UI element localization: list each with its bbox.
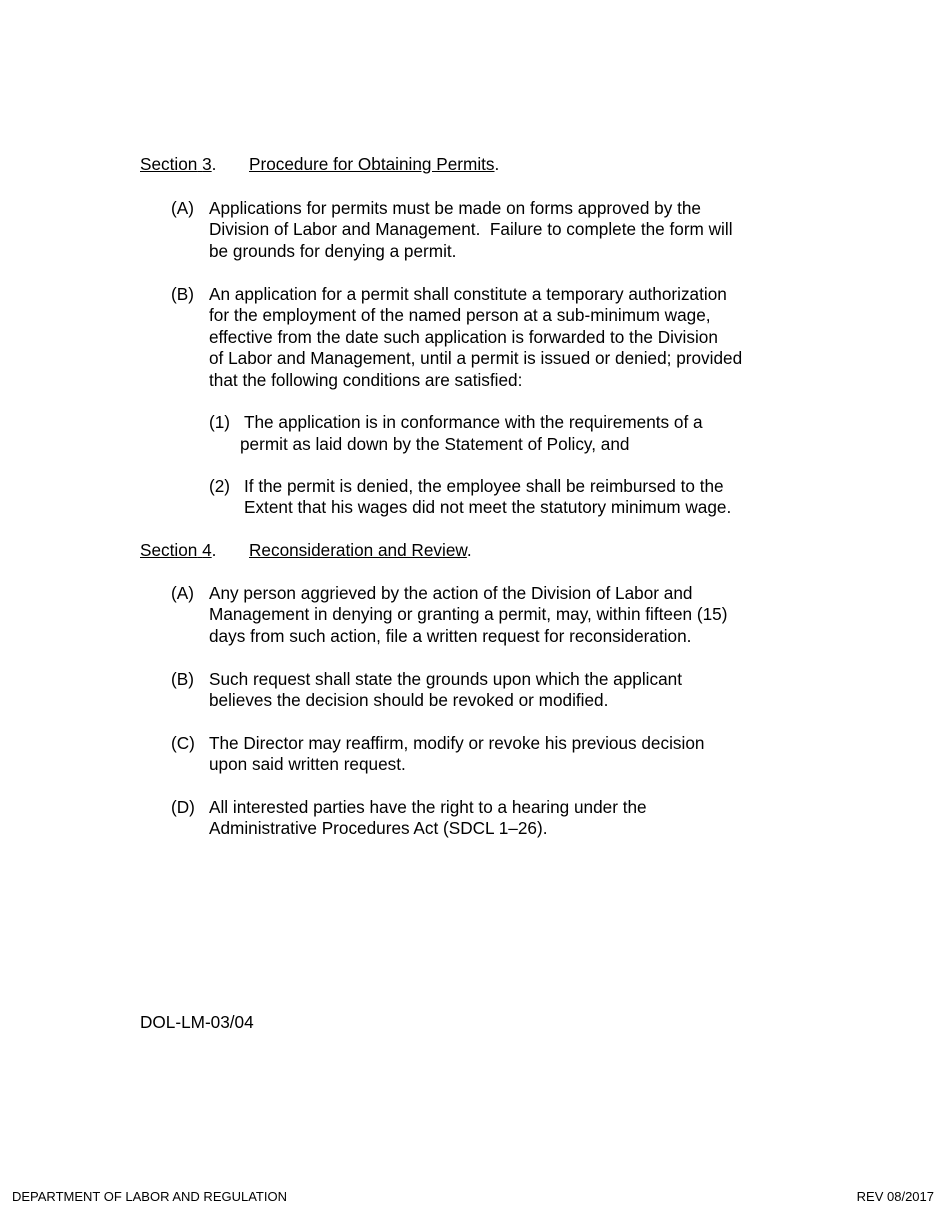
footer-revision: REV 08/2017 [856, 1189, 934, 1204]
section-3-b-text [209, 284, 809, 391]
section-3-b-line-4: of Labor and Management, until a permit is issued or denied; provided [209, 348, 743, 369]
section-3-separator: . [211, 154, 217, 174]
subitem-2-line-2: Extent that his wages did not meet the statutory minimum wage. [244, 497, 732, 518]
section-4-title-line [249, 540, 472, 561]
section-3-b-line-5: that the following conditions are satisfied: [209, 369, 523, 390]
section-4-c-line-1: The Director may reaffirm, modify or revoke his previous decision [209, 733, 705, 753]
subitem-2-text [244, 476, 804, 519]
section-4-title-period: . [466, 540, 472, 560]
section-4-d-line-1: All interested parties have the right to a hearing under the [209, 797, 647, 817]
section-3-b-line-3: effective from the date such application is forwarded to the Division [209, 326, 718, 347]
section-3-label: Section 3 [140, 154, 212, 174]
section-3-heading [140, 154, 216, 175]
section-4-a-line-1: Any person aggrieved by the action of the Division of Labor and [209, 583, 693, 603]
section-3-a-line-3: be grounds for denying a permit. [209, 240, 457, 261]
section-4-d-marker: (D) [171, 797, 195, 817]
section-4-separator: . [211, 540, 217, 560]
section-4-c-line-2: upon said written request. [209, 754, 406, 775]
section-3-a-line-2: Division of Labor and Management. Failure to complete the form will [209, 219, 733, 240]
subitem-1-line-2: permit as laid down by the Statement of Policy, and [240, 434, 630, 454]
section-3-a-marker: (A) [171, 198, 194, 218]
section-4-number: 4 [202, 540, 212, 560]
section-4-a-marker: (A) [171, 583, 194, 603]
subitem-1-marker: (1) [209, 412, 231, 432]
section-4-c-text [209, 733, 809, 776]
section-4-b-line-2: believes the decision should be revoked or modified. [209, 690, 609, 711]
section-4-a-line-2: Management in denying or granting a permit, may, within fifteen (15) [209, 604, 728, 625]
section-4-d-line-2: Administrative Procedures Act (SDCL 1–26). [209, 818, 548, 839]
subitem-2-line-1: If the permit is denied, the employee shall be reimbursed to the [244, 476, 724, 496]
section-4-b-marker: (B) [171, 669, 194, 689]
form-code: DOL-LM-03/04 [140, 1012, 254, 1032]
section-3-b-marker: (B) [171, 284, 194, 304]
footer-department: DEPARTMENT OF LABOR AND REGULATION [12, 1189, 287, 1204]
section-3-title: Procedure for Obtaining Permits [249, 154, 495, 174]
section-4-heading [140, 540, 216, 561]
section-4-title: Reconsideration and Review [249, 540, 467, 560]
section-3-b-line-1: An application for a permit shall constitute a temporary authorization [209, 284, 727, 304]
subitem-1-line-1: The application is in conformance with the requirements of a [244, 412, 703, 432]
subitem-2-marker: (2) [209, 476, 231, 496]
section-4-b-line-1: Such request shall state the grounds upon which the applicant [209, 669, 682, 689]
section-4-d-text [209, 797, 809, 840]
section-3-title-period: . [494, 154, 500, 174]
section-4-c-marker: (C) [171, 733, 195, 753]
section-3-number: 3 [202, 154, 212, 174]
section-4-b-text [209, 669, 809, 712]
section-4-a-text [209, 583, 809, 647]
section-4-label: Section 4 [140, 540, 212, 560]
section-3-title-line [249, 154, 499, 175]
section-3-b-line-2: for the employment of the named person at a sub-minimum wage, [209, 305, 711, 326]
section-3-a-text [209, 198, 809, 262]
section-4-a-line-3: days from such action, file a written request for reconsideration. [209, 625, 692, 646]
section-3-a-line-1: Applications for permits must be made on forms approved by the [209, 198, 701, 218]
